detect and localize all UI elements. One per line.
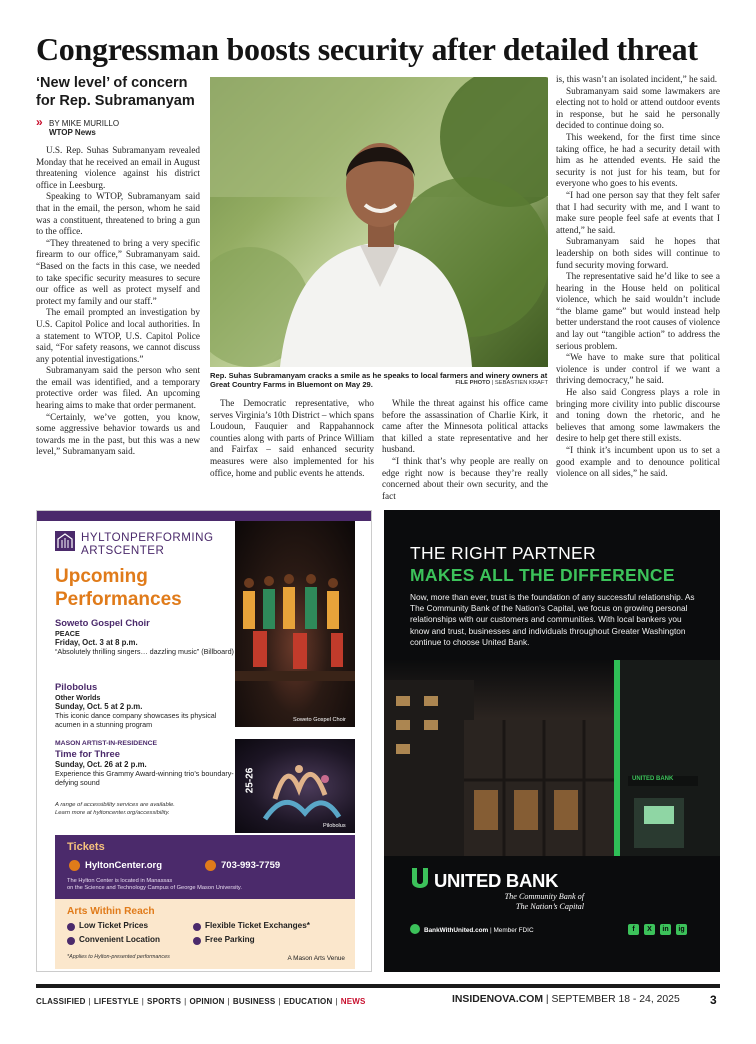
reach-item: Convenient Location bbox=[79, 935, 160, 944]
paragraph: U.S. Rep. Suhas Subramanyam revealed Monday that he received an email in August threatening violence against his district office in Leesburg. bbox=[36, 145, 200, 190]
facebook-icon[interactable]: f bbox=[628, 924, 639, 935]
paragraph: Subramanyam said the person who sent the email was identified, and a temporary protective order was filed. An upcoming hearing aims to make that order permanent. bbox=[36, 365, 200, 411]
united-bank-ad bbox=[384, 510, 720, 972]
footer-site: INSIDENOVA.COM | SEPTEMBER 18 - 24, 2025 bbox=[452, 994, 680, 1005]
branch-illustration bbox=[384, 660, 720, 856]
section-lifestyle[interactable]: LIFESTYLE bbox=[93, 997, 139, 1006]
hylton-phone-number[interactable]: 703-993-7759 bbox=[221, 860, 281, 871]
instagram-icon[interactable]: ig bbox=[676, 924, 687, 935]
reach-item: Flexible Ticket Exchanges* bbox=[205, 921, 310, 930]
photo-credit: FILE PHOTO | SEBASTIEN KRAFT bbox=[455, 380, 548, 386]
choir-illustration bbox=[235, 521, 355, 727]
section-classified[interactable]: CLASSIFIED bbox=[36, 997, 86, 1006]
section-education[interactable]: EDUCATION bbox=[283, 997, 333, 1006]
season-label: 25-26 bbox=[244, 767, 256, 794]
paragraph: “I think it’s incumbent upon us to set a good example and to denounce political violence on all sides,” he said. bbox=[556, 445, 720, 479]
united-website-link[interactable]: BankWithUnited.com | Member FDIC bbox=[424, 927, 534, 934]
upcoming-heading: Upcoming Performances bbox=[55, 566, 182, 610]
united-logo-icon bbox=[410, 868, 430, 892]
mason-venue-note: A Mason Arts Venue bbox=[287, 955, 345, 962]
subhead: ‘New level’ of concern for Rep. Subramanyam bbox=[36, 75, 195, 109]
hylton-ad bbox=[36, 510, 372, 972]
event-soweto: Soweto Gospel Choir PEACE Friday, Oct. 3 at 8 p.m. “Absolutely thrilling singers… dazzling music” (Billboard) bbox=[55, 617, 234, 656]
article-photo bbox=[210, 77, 548, 367]
article-column-4 bbox=[556, 74, 720, 480]
linkedin-icon[interactable]: in bbox=[660, 924, 671, 935]
paragraph: Subramanyam said some lawmakers are electing not to hold or attend outdoor events in response, but he said he personally decided to continue doing so. bbox=[556, 85, 720, 131]
reach-item: Low Ticket Prices bbox=[79, 921, 149, 930]
web-icon bbox=[410, 924, 420, 934]
photo-label: Soweto Gospel Choir bbox=[293, 717, 346, 723]
paragraph: While the threat against his office came before the assassination of Charlie Kirk, it came after the Minnesota political attacks that killed a state representative and her husband. bbox=[382, 398, 548, 455]
article-column-1 bbox=[36, 145, 200, 458]
ad-body: Now, more than ever, trust is the foundation of any successful relationship. As The Community Bank of the Nation’s Capital, we focus on growing personal relationships with our customers and communities. With local bankers you know and trust, businesses and individuals throughout Greater Washington continue to choose United Bank. bbox=[410, 592, 695, 647]
photo-label: Pilobolus bbox=[323, 823, 346, 829]
article-column-2 bbox=[210, 398, 374, 479]
headline: Congressman boosts security after detailed threat bbox=[36, 31, 698, 67]
paragraph: Speaking to WTOP, Subramanyam said that in the email, the person, whom he said was a constituent, threatened to bring a gun to the office. bbox=[36, 191, 200, 237]
byline-author: BY MIKE MURILLO bbox=[49, 119, 120, 128]
paragraph: This weekend, for the first time since taking office, he had a security detail with him as he attended events. He said the security is not just for his team, but for everyone who goes to his events. bbox=[556, 131, 720, 189]
event-pilobolus: Pilobolus Other Worlds Sunday, Oct. 5 at 2 p.m. This iconic dance company showcases its physical acumen in a stunning program bbox=[55, 681, 217, 729]
bullet-icon bbox=[67, 937, 75, 945]
paragraph: The representative said he’d like to see a hearing in the House held on political violence, which he said wouldn’t include “the blame game” but would instead help better understand the root causes of violence and lay out “tangible action” to address the serious problem. bbox=[556, 271, 720, 351]
reach-heading: Arts Within Reach bbox=[67, 906, 155, 917]
paragraph: The Democratic representative, who serves Virginia’s 10th District – which spans Loudoun, Fauquier and Rappahannock counties along with parts of Prince William and Fairfax – said enhanced security measures were also implemented for his office, home and public events he attends. bbox=[210, 398, 374, 478]
section-business[interactable]: BUSINESS bbox=[232, 997, 276, 1006]
phone-icon bbox=[205, 860, 216, 871]
paragraph: “I had one person say that they felt safer that I had security with me, and I want to make sure people feel safe at events that I attend,” he said. bbox=[556, 189, 720, 235]
bank-branch-photo bbox=[384, 660, 720, 856]
bullet-icon bbox=[193, 937, 201, 945]
location-note: The Hylton Center is located in Manassas on the Science and Technology Campus of George Mason University. bbox=[67, 878, 242, 892]
paragraph: Subramanyam said he hopes that leadership on both sides will continue to fund security moving forward. bbox=[556, 236, 720, 270]
section-opinion[interactable]: OPINION bbox=[189, 997, 225, 1006]
event-time-for-three: MASON ARTIST-IN-RESIDENCE Time for Three Sunday, Oct. 26 at 2 p.m. Experience this Grammy Award-winning trio’s boundary-defying sound bbox=[55, 740, 234, 787]
pilobolus-photo bbox=[235, 739, 355, 833]
hylton-logo-icon bbox=[55, 531, 75, 551]
united-tagline: The Community Bank of The Nation’s Capital bbox=[504, 892, 584, 911]
paragraph: “They threatened to bring a very specific firearm to our office,” Subramanyam said. “Based on the facts in this case, we needed to take specific security measures to secure our office as well as protect myself and protect my family and our staff.” bbox=[36, 237, 200, 306]
footer-rule bbox=[36, 984, 720, 988]
byline-marker-icon: » bbox=[36, 115, 43, 129]
paragraph: The email prompted an investigation by U.S. Capitol Police and local authorities. In a statement to WTOP, U.S. Capitol Police said, “For safety reasons, we cannot discuss any potential investigations.” bbox=[36, 307, 200, 364]
soweto-photo bbox=[235, 521, 355, 727]
reach-footnote: *Applies to Hylton-presented performances bbox=[67, 954, 170, 960]
tickets-heading: Tickets bbox=[67, 841, 105, 853]
paragraph: He also said Congress plays a role in bringing more civility into public discourse and toning down the rhetoric, and he believes that among some lawmakers the desire to help get there still exists. bbox=[556, 387, 720, 444]
section-nav: CLASSIFIED | LIFESTYLE | SPORTS | OPINION | BUSINESS | EDUCATION | NEWS bbox=[36, 997, 366, 1006]
paragraph: “I think that’s why people are really on edge right now is because they’re really concerned about their own security, and the fact bbox=[382, 455, 548, 501]
article-column-3 bbox=[382, 398, 548, 502]
ad-top-bar bbox=[37, 511, 372, 521]
paragraph: “Certainly, we’ve gotten, you know, some aggressive behavior towards us and towards me in the past, but this was a new level,” Subramanyam said. bbox=[36, 411, 200, 457]
bullet-icon bbox=[193, 923, 201, 931]
paragraph: is, this wasn’t an isolated incident,” he said. bbox=[556, 74, 718, 84]
globe-icon bbox=[69, 860, 80, 871]
accessibility-note: A range of accessibility services are available. Learn more at hyltoncenter.org/accessibility. bbox=[55, 802, 175, 816]
tickets-panel bbox=[55, 835, 355, 899]
page-number: 3 bbox=[710, 993, 717, 1007]
section-news[interactable]: NEWS bbox=[340, 997, 366, 1006]
bullet-icon bbox=[67, 923, 75, 931]
photo-illustration bbox=[210, 77, 548, 367]
x-icon[interactable]: X bbox=[644, 924, 655, 935]
photo-caption: Rep. Suhas Subramanyam cracks a smile as he speaks to local farmers and winery owners at Great Country Farms in Bluemont on May 29. bbox=[210, 371, 548, 390]
ad-headline-2: MAKES ALL THE DIFFERENCE bbox=[410, 565, 675, 585]
reach-item: Free Parking bbox=[205, 935, 255, 944]
arts-within-reach-panel bbox=[55, 899, 355, 969]
section-sports[interactable]: SPORTS bbox=[147, 997, 182, 1006]
ad-headline-1: THE RIGHT PARTNER bbox=[410, 543, 596, 563]
branch-sign: UNITED BANK bbox=[632, 776, 674, 782]
hylton-logo-text: HYLTONPERFORMING ARTSCENTER bbox=[81, 531, 214, 557]
paragraph: “We have to make sure that political violence is under control if we want a thriving democracy,” he said. bbox=[556, 352, 720, 386]
united-logo-name: UNITED BANK bbox=[434, 870, 559, 891]
byline-org: WTOP News bbox=[49, 128, 96, 137]
hylton-website-link[interactable]: HyltonCenter.org bbox=[85, 860, 163, 871]
